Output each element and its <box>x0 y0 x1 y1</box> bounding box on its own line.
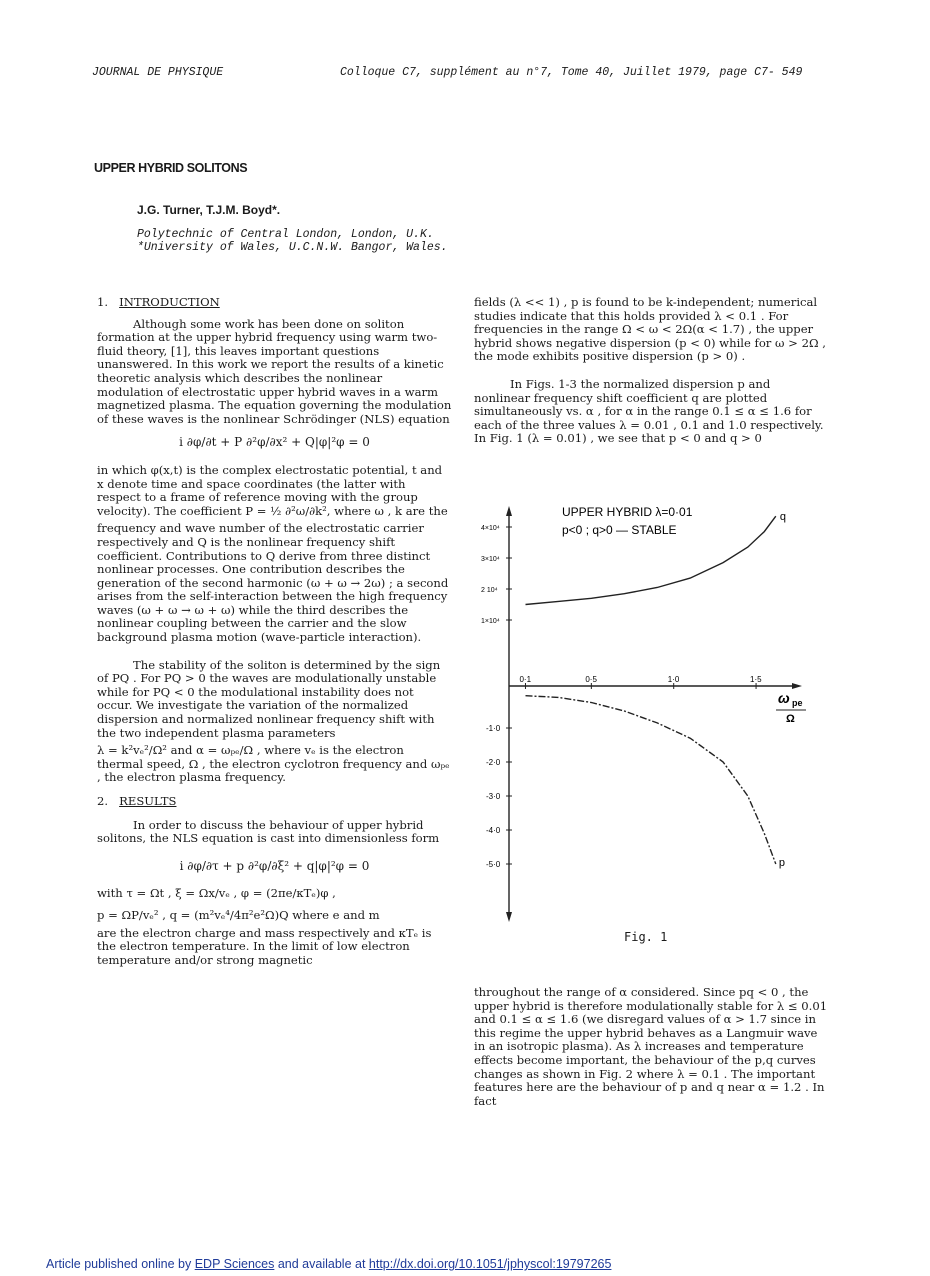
curve-p <box>526 696 776 864</box>
results-paragraph-1: In order to discuss the behaviour of upper hybrid solitons, the NLS equation is cast into dimensionless form <box>97 817 440 846</box>
curve-q-label: q <box>779 511 786 524</box>
intro-paragraph-1: Although some work has been done on soliton formation at the upper hybrid frequency using warm two-fluid theory, [1], this leaves important questions unanswered. In this work we report the results of a kinetic theoretic analysis which describes the nonlinear modulation of electrostatic upper hybrid waves in a warm magnetized plasma. The equation governing the modulation of these waves is the nonlinear Schrödinger (NLS) equation <box>97 316 452 426</box>
y-tick-label-pos-3: 3×10⁴ <box>481 556 500 563</box>
intro-paragraph-3b: λ = k²vₑ²/Ω² and α = ωₚₑ/Ω , where vₑ is the electron thermal speed, Ω , the electron cyclotron frequency and ωₚₑ , the electron plasma frequency. <box>97 743 450 785</box>
x-tick-label-0: 0·1 <box>519 675 532 684</box>
y-tick-label-pos-4: 4×10⁴ <box>481 525 500 532</box>
footer-note: Article published online by EDP Sciences and available at http://dx.doi.org/10.1051/jphyscol:19797265 <box>46 1257 612 1271</box>
x-tick-label-2: 1·0 <box>667 675 680 684</box>
x-tick-label-3: 1·5 <box>750 675 762 684</box>
right-paragraph-2: In Figs. 1-3 the normalized dispersion p and nonlinear frequency shift coefficient q are plotted simultaneously vs. α , for α in the range 0.1 ≤ α ≤ 1.6 for each of the three values λ = 0.01 , 0.1 and 1.0 respectively. In Fig. 1 (λ = 0.01) , we see that p < 0 and q > 0 <box>474 376 824 446</box>
affiliations <box>137 228 448 254</box>
figure-caption: Fig. 1 <box>624 930 668 944</box>
results-definitions-1: with τ = Ωt , ξ = Ωx/vₑ , φ = (2πe/κTₑ)φ , <box>97 886 336 901</box>
nls-equation: i ∂φ/∂t + P ∂²φ/∂x² + Q|φ|²φ = 0 <box>179 435 370 450</box>
y-tick-label-pos-2: 2 10⁴ <box>481 587 498 594</box>
nls-dimensionless-equation: i ∂φ/∂τ + p ∂²φ/∂ξ² + q|φ|²φ = 0 <box>179 858 370 873</box>
y-tick-label-neg-4: -4·0 <box>486 826 501 835</box>
x-axis-arrow <box>792 683 802 689</box>
chart-annotation-2: p<0 ; q>0 — STABLE <box>562 523 677 537</box>
y-tick-label-neg-3: -3·0 <box>486 792 501 801</box>
right-paragraph-1: fields (λ << 1) , p is found to be k-independent; numerical studies indicate that this holds provided λ < 0.1 . For frequencies in the range Ω < ω < 2Ω(α < 1.7) , the upper hybrid shows negative dispersion (p < 0) while for ω > 2Ω , the mode exhibits positive dispersion (p > 0) . <box>474 295 826 364</box>
x-axis-label-sub: pe <box>792 698 803 708</box>
edp-sciences-link[interactable]: EDP Sciences <box>194 1257 275 1271</box>
right-paragraph-3: throughout the range of α considered. Since pq < 0 , the upper hybrid is therefore modulationally stable for λ ≤ 0.01 and 0.1 ≤ α ≤ 1.6 (we disregard values of α > 1.7 since in this regime the upper hybrid behaves as a Langmuir wave in an isotropic plasma). As λ increases and temperature effects become important, the behaviour of the p,q curves changes as shown in Fig. 2 where λ = 0.1 . The important features here are the behaviour of p and q near α = 1.2 . In fact <box>474 985 828 1108</box>
authors: J.G. Turner, T.J.M. Boyd*. <box>137 203 281 217</box>
affiliation-star: * <box>137 241 144 254</box>
left-column <box>97 296 452 967</box>
doi-link[interactable]: http://dx.doi.org/10.1051/jphyscol:19797265 <box>368 1257 612 1271</box>
section-2-heading: 2. RESULTS <box>97 794 177 808</box>
y-tick-label-neg-1: -1·0 <box>486 724 501 733</box>
intro-paragraph-2b: frequency and wave number of the electrostatic carrier respectively and Q is the nonlinear frequency shift coefficient. Contributions to Q derive from three distinct nonlinear processes. One contribution describes the generation of the second harmonic (ω + ω → 2ω) ; a second arises from the self-interaction between the high frequency waves (ω + ω → ω + ω) while the third describes the nonlinear coupling between the carrier and the slow background plasma motion (wave-particle interaction). <box>97 521 449 645</box>
colloque-reference: Colloque C7, supplément au n°7, Tome 40, Juillet 1979, page C7- 549 <box>340 66 803 79</box>
affiliation-2: *University of Wales, U.C.N.W. Bangor, Wales. <box>137 241 448 254</box>
x-axis-label-num: ω <box>778 690 790 706</box>
journal-name: JOURNAL DE PHYSIQUE <box>92 66 224 79</box>
intro-paragraph-2a: in which φ(x,t) is the complex electrostatic potential, t and x denote time and space coordinates (the latter with respect to a frame of reference moving with the group velocity). The coefficient P = ½ ∂²ω/∂k², where ω , k are the <box>97 462 448 518</box>
figure-1-chart <box>474 498 834 928</box>
intro-paragraph-3: The stability of the soliton is determined by the sign of PQ . For PQ > 0 the waves are modulationally unstable while for PQ < 0 the modulational instability does not occur. We investigate the variation of the normalized dispersion and normalized nonlinear frequency shift with the two independent plasma parameters <box>97 657 441 740</box>
affiliation-1: Polytechnic of Central London, London, U.K. <box>137 228 434 241</box>
y-axis-arrow-top <box>506 506 512 516</box>
y-tick-label-neg-2: -2·0 <box>486 758 501 767</box>
x-tick-label-1: 0·5 <box>585 675 597 684</box>
y-tick-label-pos-1: 1×10⁴ <box>481 618 500 625</box>
paper-title: UPPER HYBRID SOLITONS <box>94 161 248 175</box>
y-axis-arrow-bottom <box>506 912 512 922</box>
results-paragraph-2: are the electron charge and mass respectively and κTₑ is the electron temperature. In the limit of low electron temperature and/or strong magnetic <box>97 925 432 967</box>
chart-annotation-1: UPPER HYBRID λ=0·01 <box>562 505 693 519</box>
right-column-top <box>474 296 829 446</box>
section-1-heading: 1. INTRODUCTION <box>97 295 220 309</box>
results-definitions-2: p = ΩP/vₑ² , q = (m²vₑ⁴/4π²e²Ω)Q where e and m <box>97 907 380 922</box>
curve-p-label: p <box>778 857 785 869</box>
y-tick-label-neg-5: -5·0 <box>486 860 501 869</box>
x-axis-label-den: Ω <box>786 713 795 725</box>
right-column-bottom <box>474 986 829 1108</box>
